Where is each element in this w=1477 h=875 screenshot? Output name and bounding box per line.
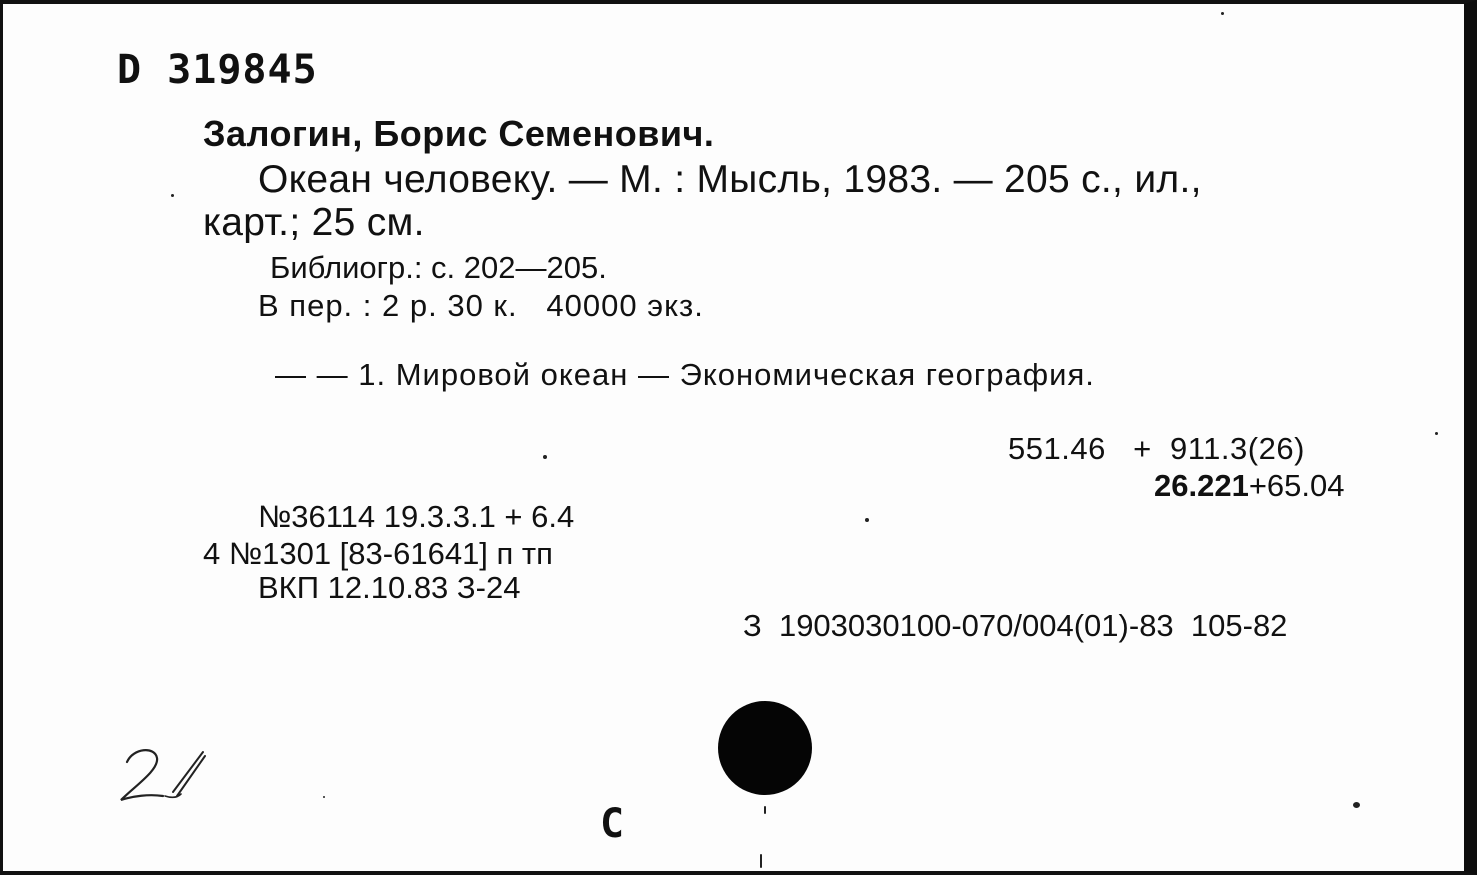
handwritten-mark-icon <box>115 742 215 808</box>
speck <box>764 806 766 814</box>
catalog-number: D 319845 <box>117 47 318 93</box>
speck <box>1435 432 1438 435</box>
accession-line-2: 4 №1301 [83-61641] п тп <box>203 536 553 571</box>
speck <box>1353 802 1360 808</box>
accession-line-1: №36114 19.3.3.1 + 6.4 <box>258 499 575 534</box>
speck <box>543 455 547 459</box>
speck <box>171 194 174 197</box>
accession-line-3: ВКП 12.10.83 З-24 <box>258 570 521 605</box>
speck <box>323 796 325 798</box>
classification-line-2 <box>1154 470 1345 501</box>
title-line-1: Океан человеку. — М. : Мысль, 1983. — 205 с., ил., <box>258 158 1202 201</box>
classification-rest-part: +65.04 <box>1248 468 1345 503</box>
speck <box>760 854 762 868</box>
bibliography-note: Библиогр.: с. 202—205. <box>270 250 607 285</box>
author-name: Залогин, Борис Семенович. <box>203 113 715 154</box>
punch-hole <box>718 701 812 795</box>
classification-line-1: 551.46 + 911.3(26) <box>1008 431 1305 466</box>
speck <box>1221 12 1224 15</box>
classification-bold-part: 26.221 <box>1154 468 1249 503</box>
title-line-2: карт.; 25 см. <box>203 201 425 244</box>
price-and-print-run: В пер. : 2 р. 30 к. 40000 экз. <box>258 288 704 323</box>
publisher-index-line: З 1903030100-070/004(01)-83 105-82 <box>743 608 1288 643</box>
subject-heading: — — 1. Мировой океан — Экономическая география. <box>275 357 1095 392</box>
speck <box>865 518 869 522</box>
corner-letter: С <box>600 801 625 847</box>
